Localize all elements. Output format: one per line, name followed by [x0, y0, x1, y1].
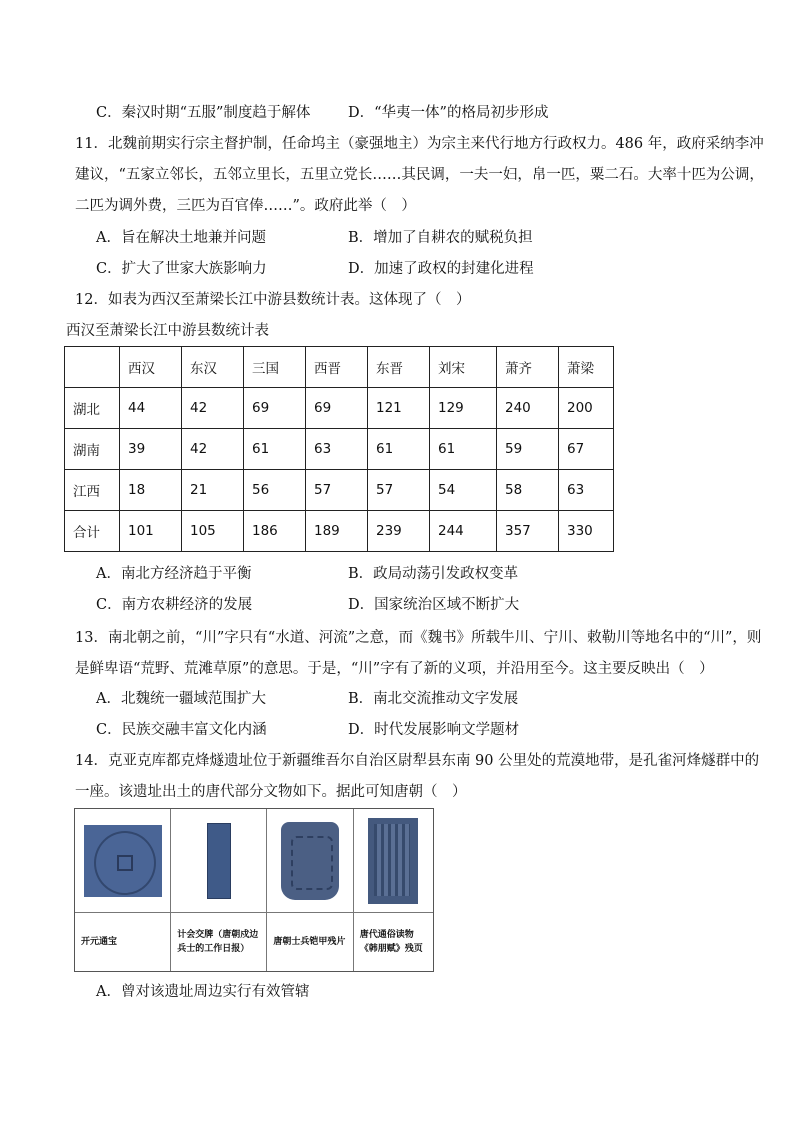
table-cell: 61	[368, 429, 430, 470]
q11-option-d: D．加速了政权的封建化进程	[348, 261, 534, 277]
wooden-slip-image	[207, 823, 231, 899]
table-row	[65, 511, 614, 552]
q11-option-a: A．旨在解决土地兼并问题	[96, 230, 266, 246]
q11-option-b: B．增加了自耕农的赋税负担	[348, 230, 533, 246]
q14-stem-line-2: 一座。该遗址出土的唐代部分文物如下。据此可知唐朝（ ）	[75, 784, 467, 800]
table-cell: 129	[430, 388, 497, 429]
table-header-cell: 东汉	[182, 347, 244, 388]
table-cell: 54	[430, 470, 497, 511]
table-header-cell: 刘宋	[430, 347, 497, 388]
table-cell: 合计	[65, 511, 120, 552]
table-cell: 42	[182, 388, 244, 429]
table-cell: 200	[559, 388, 614, 429]
q11-stem-line-2: 建议，“五家立邻长，五邻立里长，五里立党长……其民调，一夫一妇，帛一匹，粟二石。大率十匹为公调，	[75, 167, 764, 183]
table-header-cell: 西晋	[306, 347, 368, 388]
table-cell: 63	[306, 429, 368, 470]
coin-image	[84, 825, 162, 897]
table-cell: 58	[497, 470, 559, 511]
q12-option-b: B．政局动荡引发政权变革	[348, 566, 519, 582]
q14-option-a: A．曾对该遗址周边实行有效管辖	[96, 984, 310, 1000]
q13-option-a: A．北魏统一疆域范围扩大	[96, 691, 266, 707]
table-row	[65, 388, 614, 429]
county-stats-table	[64, 346, 614, 552]
table-cell: 240	[497, 388, 559, 429]
artifact-photo-table	[74, 808, 434, 972]
q10-option-c: C．秦汉时期“五服”制度趋于解体	[96, 105, 311, 121]
table-cell: 105	[182, 511, 244, 552]
manuscript-page-image	[368, 818, 418, 904]
q12-option-a: A．南北方经济趋于平衡	[96, 566, 252, 582]
armor-fragment-image	[281, 822, 339, 900]
table-cell: 21	[182, 470, 244, 511]
table-header-cell: 东晋	[368, 347, 430, 388]
table-cell: 湖南	[65, 429, 120, 470]
table-cell: 330	[559, 511, 614, 552]
table-cell: 239	[368, 511, 430, 552]
q10-option-d: D．“华夷一体”的格局初步形成	[348, 105, 549, 121]
q13-option-c: C．民族交融丰富文化内涵	[96, 722, 267, 738]
table-cell: 江西	[65, 470, 120, 511]
artifact-caption: 唐朝士兵铠甲残片	[267, 912, 352, 971]
table-cell: 61	[244, 429, 306, 470]
artifact-kaiyuan-coin	[75, 809, 171, 971]
table-row	[65, 470, 614, 511]
q13-stem-line-2: 是鲜卑语“荒野、荒滩草原”的意思。于是，“川”字有了新的义项，并沿用至今。这主要反映出（ ）	[75, 661, 714, 677]
q11-stem-line-3: 二匹为调外费，三匹为百官俸……”。政府此举（ ）	[75, 198, 416, 214]
q12-stem: 12．如表为西汉至萧梁长江中游县数统计表。这体现了（ ）	[75, 292, 471, 308]
table-header-cell	[65, 347, 120, 388]
table-cell: 186	[244, 511, 306, 552]
table-cell: 42	[182, 429, 244, 470]
q11-stem-line-1: 11．北魏前期实行宗主督护制，任命坞主（豪强地主）为宗主来代行地方行政权力。486 年，政府采纳李冲	[75, 136, 764, 152]
q13-option-b: B．南北交流推动文字发展	[348, 691, 519, 707]
q13-option-d: D．时代发展影响文学题材	[348, 722, 520, 738]
table-header-cell: 西汉	[120, 347, 182, 388]
table-cell: 18	[120, 470, 182, 511]
table-cell: 44	[120, 388, 182, 429]
artifact-caption: 唐代通俗读物《韩朋赋》残页	[354, 912, 433, 971]
table-header-row	[65, 347, 614, 388]
table-cell: 57	[368, 470, 430, 511]
q12-option-d: D．国家统治区域不断扩大	[348, 597, 520, 613]
artifact-caption: 计会交牌（唐朝戍边兵士的工作日报）	[171, 912, 266, 971]
table-cell: 189	[306, 511, 368, 552]
table-cell: 69	[306, 388, 368, 429]
table-cell: 59	[497, 429, 559, 470]
table-cell: 39	[120, 429, 182, 470]
table-cell: 67	[559, 429, 614, 470]
artifact-caption: 开元通宝	[75, 912, 170, 971]
table-cell: 57	[306, 470, 368, 511]
artifact-wooden-slip	[171, 809, 267, 971]
table-cell: 61	[430, 429, 497, 470]
table-header-cell: 萧齐	[497, 347, 559, 388]
table-row	[65, 429, 614, 470]
table-cell: 101	[120, 511, 182, 552]
table-cell: 121	[368, 388, 430, 429]
table-header-cell: 萧梁	[559, 347, 614, 388]
table-cell: 湖北	[65, 388, 120, 429]
table-cell: 244	[430, 511, 497, 552]
artifact-armor-fragment	[267, 809, 353, 971]
q14-stem-line-1: 14．克亚克库都克烽燧遗址位于新疆维吾尔自治区尉犁县东南 90 公里处的荒漠地带，是孔雀河烽燧群中的	[75, 753, 760, 769]
q12-table-title: 西汉至萧梁长江中游县数统计表	[66, 323, 269, 339]
table-cell: 56	[244, 470, 306, 511]
artifact-manuscript-page	[354, 809, 433, 971]
q13-stem-line-1: 13．南北朝之前，“川”字只有“水道、河流”之意，而《魏书》所载牛川、宁川、敕勒川等地名中的“川”，则	[75, 630, 762, 646]
q11-option-c: C．扩大了世家大族影响力	[96, 261, 267, 277]
table-cell: 63	[559, 470, 614, 511]
table-cell: 69	[244, 388, 306, 429]
q12-option-c: C．南方农耕经济的发展	[96, 597, 253, 613]
table-cell: 357	[497, 511, 559, 552]
table-header-cell: 三国	[244, 347, 306, 388]
